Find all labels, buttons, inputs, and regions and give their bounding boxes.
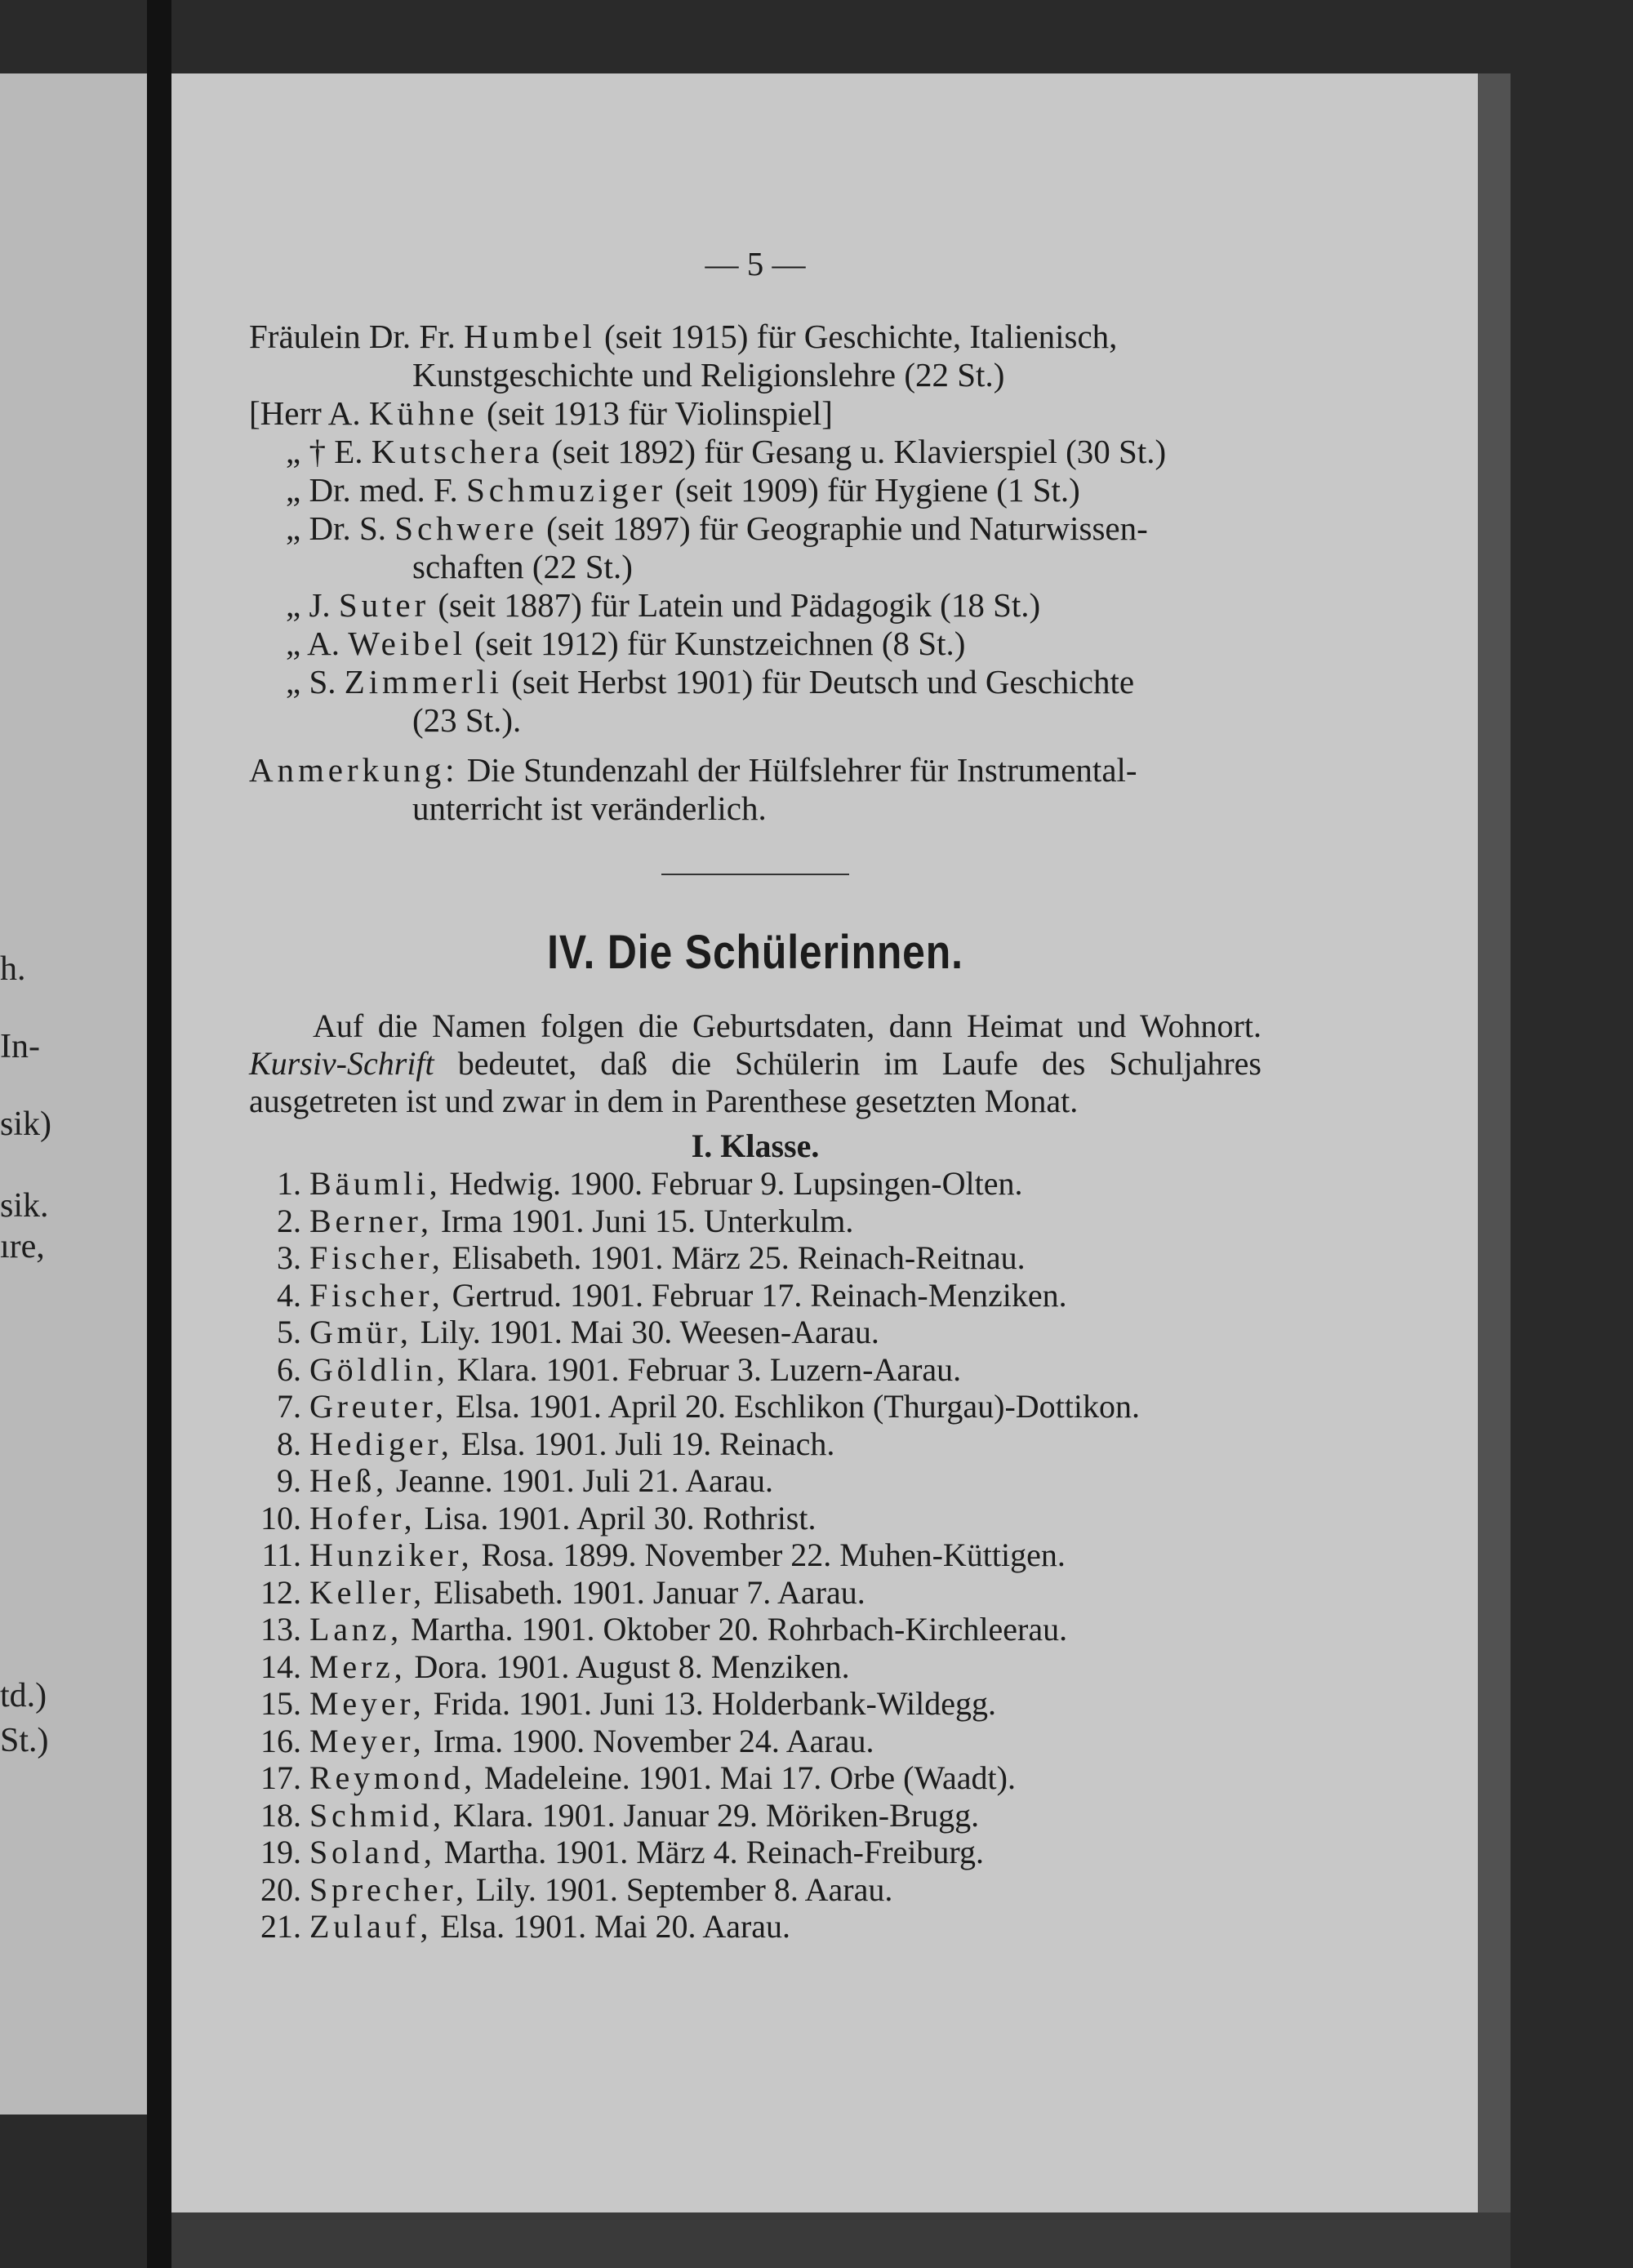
note-label: Anmerkung:: [249, 751, 459, 789]
page-number: — 5 —: [705, 245, 806, 282]
student-surname: Fischer,: [309, 1276, 444, 1314]
student-number: 10.: [260, 1499, 301, 1536]
student-number: 7.: [277, 1388, 301, 1425]
scan-background: [171, 2212, 1511, 2268]
student-number: 19.: [260, 1834, 301, 1870]
student-row: [249, 1834, 1261, 1871]
teacher-entry: „ † E. Kutschera (seit 1892) für Gesang u. Klavierspiel (30 St.): [286, 433, 1167, 470]
student-number: 4.: [277, 1276, 301, 1314]
student-surname: Berner,: [309, 1202, 433, 1239]
student-details: Irma 1901. Juni 15. Unterkulm.: [440, 1202, 854, 1239]
teacher-name: Schmuziger: [466, 471, 667, 509]
student-surname: Hofer,: [309, 1499, 416, 1536]
student-surname: Gmür,: [309, 1314, 412, 1350]
student-row: [249, 1685, 1261, 1723]
intro-italic: Kursiv-Schrift: [249, 1045, 434, 1082]
student-details: Martha. 1901. Oktober 20. Rohrbach-Kirchleerau.: [410, 1611, 1068, 1648]
student-surname: Sprecher,: [309, 1870, 468, 1908]
student-surname: Meyer,: [309, 1722, 425, 1759]
student-row: [249, 1462, 1261, 1500]
student-row: [249, 1797, 1261, 1834]
student-surname: Soland,: [309, 1834, 436, 1870]
student-surname: Reymond,: [309, 1759, 476, 1796]
class-heading: I. Klasse.: [691, 1127, 820, 1164]
left-page-fragment: sik): [0, 1105, 51, 1143]
left-page: [0, 73, 147, 2115]
student-number: 5.: [277, 1314, 301, 1350]
student-details: Klara. 1901. Januar 29. Möriken-Brugg.: [452, 1796, 980, 1834]
book-gutter: [147, 0, 171, 2268]
student-surname: Bäumli,: [309, 1165, 442, 1202]
student-surname: Schmid,: [309, 1796, 445, 1834]
section-divider: [661, 874, 849, 875]
student-details: Martha. 1901. März 4. Reinach-Freiburg.: [443, 1834, 985, 1870]
student-surname: Hediger,: [309, 1425, 453, 1462]
teacher-entry: „ Dr. S. Schwere (seit 1897) für Geographie und Naturwissen-: [286, 509, 1148, 547]
student-row: [249, 1500, 1261, 1537]
student-number: 8.: [277, 1425, 301, 1462]
student-details: Lisa. 1901. April 30. Rothrist.: [424, 1499, 816, 1536]
student-row: [249, 1425, 1261, 1463]
student-number: 6.: [277, 1350, 301, 1388]
teacher-entry-continuation: schaften (22 St.): [412, 548, 633, 585]
student-details: Gertrud. 1901. Februar 17. Reinach-Menziken.: [452, 1276, 1067, 1314]
left-page-fragment: sik.: [0, 1187, 49, 1225]
teacher-entry: „ J. Suter (seit 1887) für Latein und Pädagogik (18 St.): [286, 586, 1041, 624]
teacher-name: Kühne: [368, 394, 478, 432]
student-surname: Keller,: [309, 1573, 425, 1611]
teacher-name: Humbel: [464, 318, 596, 355]
section-heading: IV. Die Schülerinnen.: [547, 926, 963, 979]
student-details: Elsa. 1901. Juli 19. Reinach.: [461, 1425, 835, 1462]
student-number: 12.: [260, 1573, 301, 1611]
student-details: Irma. 1900. November 24. Aarau.: [433, 1722, 874, 1759]
student-row: [249, 1759, 1261, 1797]
left-page-fragment: In-: [0, 1028, 40, 1065]
student-details: Jeanne. 1901. Juli 21. Aarau.: [395, 1462, 773, 1499]
intro-paragraph: Auf die Namen folgen die Geburtsdaten, dann Heimat und Wohnort. Kursiv-Schrift bedeutet, daß die Schülerin im Laufe des Schuljahres ausgetreten ist und zwar in dem in Parenthese gesetzten Monat.: [249, 1007, 1261, 1119]
student-row: [249, 1723, 1261, 1760]
left-page-fragment: h.: [0, 950, 26, 988]
student-details: Elsa. 1901. Mai 20. Aarau.: [440, 1908, 791, 1945]
teacher-name: Kutschera: [371, 433, 544, 470]
teacher-entry: „ S. Zimmerli (seit Herbst 1901) für Deutsch und Geschichte: [286, 663, 1135, 700]
student-row: [249, 1351, 1261, 1389]
student-number: 21.: [260, 1908, 301, 1945]
student-surname: Merz,: [309, 1648, 407, 1685]
student-surname: Lanz,: [309, 1611, 403, 1648]
teacher-entry-continuation: (23 St.).: [412, 701, 522, 739]
student-details: Elisabeth. 1901. Januar 7. Aarau.: [433, 1573, 865, 1611]
student-details: Dora. 1901. August 8. Menziken.: [414, 1648, 850, 1685]
student-details: Madeleine. 1901. Mai 17. Orbe (Waadt).: [483, 1759, 1016, 1796]
student-row: [249, 1277, 1261, 1314]
student-row: [249, 1648, 1261, 1686]
teacher-name: Weibel: [348, 625, 466, 662]
left-page-fragment: St.): [0, 1722, 49, 1759]
teacher-name: Zimmerli: [344, 663, 503, 700]
student-details: Elsa. 1901. April 20. Eschlikon (Thurgau)-Dottikon.: [455, 1388, 1140, 1425]
student-surname: Greuter,: [309, 1388, 447, 1425]
student-row: [249, 1611, 1261, 1648]
student-surname: Zulauf,: [309, 1908, 433, 1945]
student-details: Rosa. 1899. November 22. Muhen-Küttigen.: [481, 1536, 1066, 1573]
teacher-list: [249, 318, 1261, 740]
student-number: 15.: [260, 1685, 301, 1722]
student-surname: Göldlin,: [309, 1350, 449, 1388]
student-number: 9.: [277, 1462, 301, 1499]
student-number: 14.: [260, 1648, 301, 1685]
student-surname: Hunziker,: [309, 1536, 474, 1573]
teacher-name: Schwere: [394, 509, 538, 547]
student-list: [249, 1165, 1261, 1946]
student-number: 13.: [260, 1611, 301, 1648]
student-row: [249, 1574, 1261, 1612]
student-number: 1.: [277, 1165, 301, 1202]
note-text: Die Stundenzahl der Hülfslehrer für Instrumental-: [466, 751, 1137, 789]
student-surname: Heß,: [309, 1462, 388, 1499]
student-row: [249, 1908, 1261, 1946]
left-page-fragment: td.): [0, 1677, 47, 1714]
student-surname: Meyer,: [309, 1685, 425, 1722]
student-row: [249, 1871, 1261, 1909]
teacher-entry: „ A. Weibel (seit 1912) für Kunstzeichnen (8 St.): [286, 625, 966, 662]
teacher-name: Suter: [338, 586, 430, 624]
student-row: [249, 1165, 1261, 1203]
student-details: Klara. 1901. Februar 3. Luzern-Aarau.: [456, 1350, 962, 1388]
student-row: [249, 1314, 1261, 1351]
student-row: [249, 1536, 1261, 1574]
student-number: 16.: [260, 1722, 301, 1759]
page-edge-shadow: [1478, 73, 1511, 2212]
student-number: 2.: [277, 1202, 301, 1239]
student-number: 3.: [277, 1239, 301, 1276]
student-details: Elisabeth. 1901. März 25. Reinach-Reitnau.: [452, 1239, 1026, 1276]
note-continuation: unterricht ist veränderlich.: [412, 789, 767, 827]
left-page-fragment: ıre,: [0, 1228, 45, 1265]
student-details: Lily. 1901. September 8. Aarau.: [475, 1870, 893, 1908]
student-number: 20.: [260, 1870, 301, 1908]
teacher-entry: [Herr A. Kühne (seit 1913 für Violinspiel]: [249, 394, 833, 432]
note: [249, 751, 1261, 789]
page-content: [249, 245, 1261, 1946]
student-row: [249, 1203, 1261, 1240]
teacher-entry-continuation: Kunstgeschichte und Religionslehre (22 St.): [412, 356, 1005, 394]
student-row: [249, 1239, 1261, 1277]
student-number: 17.: [260, 1759, 301, 1796]
student-row: [249, 1388, 1261, 1425]
student-number: 18.: [260, 1796, 301, 1834]
student-number: 11.: [261, 1536, 301, 1573]
teacher-entry: „ Dr. med. F. Schmuziger (seit 1909) für Hygiene (1 St.): [286, 471, 1080, 509]
student-details: Hedwig. 1900. Februar 9. Lupsingen-Olten.: [449, 1165, 1023, 1202]
student-details: Lily. 1901. Mai 30. Weesen-Aarau.: [420, 1314, 879, 1350]
teacher-entry: Fräulein Dr. Fr. Humbel (seit 1915) für Geschichte, Italienisch,: [249, 318, 1118, 355]
student-surname: Fischer,: [309, 1239, 444, 1276]
student-details: Frida. 1901. Juni 13. Holderbank-Wildegg.: [433, 1685, 996, 1722]
